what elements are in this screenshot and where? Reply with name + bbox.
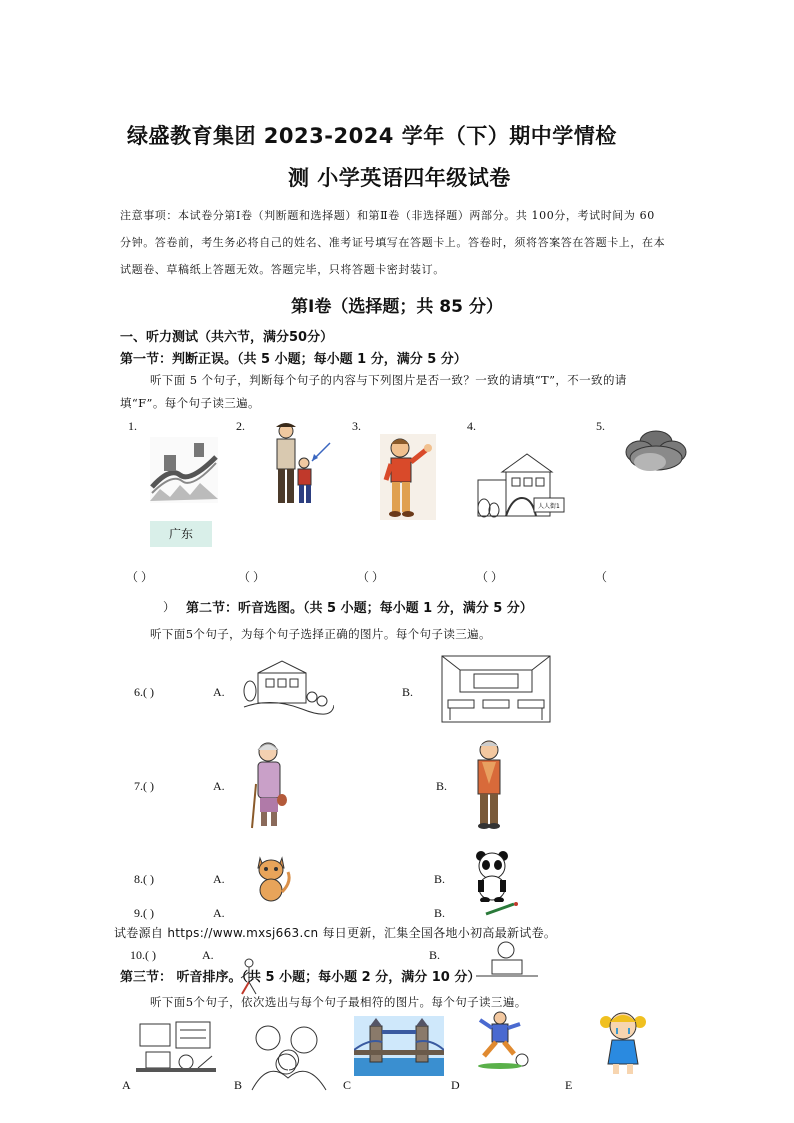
q10-number[interactable]: 10.( ) bbox=[130, 948, 156, 962]
q7-number[interactable]: 7.( ) bbox=[134, 779, 154, 793]
q10-option-a-label: A. bbox=[202, 948, 214, 962]
q2-answer-blank[interactable]: （ ） bbox=[238, 570, 266, 584]
school-building-image bbox=[472, 450, 572, 520]
section1-heading: 第一节：判断正误。（共 5 小题；每小题 1 分，满分 5 分） bbox=[120, 352, 467, 367]
section2-heading: 第二节：听音选图。（共 5 小题；每小题 1 分，满分 5 分） bbox=[186, 601, 533, 616]
option-label-e: E bbox=[565, 1078, 573, 1092]
section1-instruction: 听下面 5 个句子，判断每个句子的内容与下列图片是否一致？一致的请填“T”，不一致的请 bbox=[150, 373, 627, 387]
q5-number: 5. bbox=[596, 419, 605, 433]
crying-girl-image bbox=[598, 1008, 648, 1076]
option-label-d: D bbox=[451, 1078, 460, 1092]
svg-text:人人街1: 人人街1 bbox=[538, 503, 560, 510]
part-heading: 一、听力测试（共六节，满分50分） bbox=[120, 330, 334, 345]
q8-option-a-label: A. bbox=[213, 872, 225, 886]
volume-heading: 第Ⅰ卷（选择题；共 85 分） bbox=[291, 297, 503, 317]
q5-answer-blank[interactable]: （ bbox=[595, 570, 608, 584]
q3-answer-blank[interactable]: （ ） bbox=[357, 570, 385, 584]
waving-man-image bbox=[380, 434, 436, 520]
option-label-a: A bbox=[122, 1078, 131, 1092]
location-tag: 广东 bbox=[150, 521, 212, 547]
title-line-1: 绿盛教育集团 2023-2024 学年（下）期中学情检 bbox=[127, 124, 617, 148]
section2-instruction: 听下面5个句子，为每个句子选择正确的图片。每个句子读三遍。 bbox=[150, 627, 491, 641]
q9-number[interactable]: 9.( ) bbox=[134, 906, 154, 920]
q1-number: 1. bbox=[128, 419, 137, 433]
classroom-image bbox=[440, 654, 552, 724]
q7-option-a-label: A. bbox=[213, 779, 225, 793]
q8-option-b-label: B. bbox=[434, 872, 446, 886]
section3-instruction: 听下面5个句子，依次选出与每个句子最相符的图片。每个句子读三遍。 bbox=[150, 995, 527, 1009]
q9-option-a-label: A. bbox=[213, 906, 225, 920]
q7-option-b-label: B. bbox=[436, 779, 448, 793]
grandmother-image bbox=[248, 740, 290, 830]
q6-option-b-label: B. bbox=[402, 685, 414, 699]
tower-bridge-image bbox=[354, 1016, 444, 1076]
option-label-c: C bbox=[343, 1078, 352, 1092]
messy-room-image bbox=[136, 1018, 216, 1074]
grandfather-image bbox=[468, 738, 510, 830]
notice-text: 注意事项：本试卷分第Ⅰ卷（判断题和选择题）和第Ⅱ卷（非选择题）两部分。共 100分，考试时间为 60 分钟。答卷前，考生务必将自己的姓名、准考证号填写在答题卡上。答卷时，须将答案答在答题卡上，在本试题卷、草稿纸上答题无效。答题完毕，只将答题卡密封装订。 bbox=[120, 209, 666, 276]
family-image bbox=[248, 1020, 330, 1092]
q10-option-b-label: B. bbox=[429, 948, 441, 962]
q5-answer-blank-close: ） bbox=[163, 600, 176, 614]
q6-number[interactable]: 6.( ) bbox=[134, 685, 154, 699]
great-wall-image bbox=[150, 437, 218, 503]
school-sketch-image bbox=[242, 657, 334, 719]
pencil-icon bbox=[484, 900, 518, 916]
cloud-icon bbox=[622, 428, 688, 476]
option-label-b: B bbox=[234, 1078, 243, 1092]
q8-number[interactable]: 8.( ) bbox=[134, 872, 154, 886]
reading-child-image bbox=[474, 940, 540, 980]
cat-image bbox=[252, 852, 294, 902]
soccer-player-image bbox=[474, 1010, 532, 1070]
q9-option-b-label: B. bbox=[434, 906, 446, 920]
source-footer: 试卷源自 https://www.mxsj663.cn 每日更新，汇集全国各地小初高最新试卷。 bbox=[114, 926, 557, 940]
q3-number: 3. bbox=[352, 419, 361, 433]
q4-answer-blank[interactable]: （ ） bbox=[476, 570, 504, 584]
q4-number: 4. bbox=[467, 419, 476, 433]
q1-answer-blank[interactable]: （ ） bbox=[126, 570, 154, 584]
section1-instruction-cont: 填“F”。每个句子读三遍。 bbox=[120, 396, 260, 410]
section3-heading: 第三节： 听音排序。（共 5 小题；每小题 2 分，满分 10 分） bbox=[120, 970, 481, 985]
title-line-2: 测 小学英语四年级试卷 bbox=[288, 166, 511, 190]
q6-option-a-label: A. bbox=[213, 685, 225, 699]
panda-image bbox=[472, 850, 512, 902]
q2-number: 2. bbox=[236, 419, 245, 433]
father-son-image bbox=[268, 421, 336, 507]
